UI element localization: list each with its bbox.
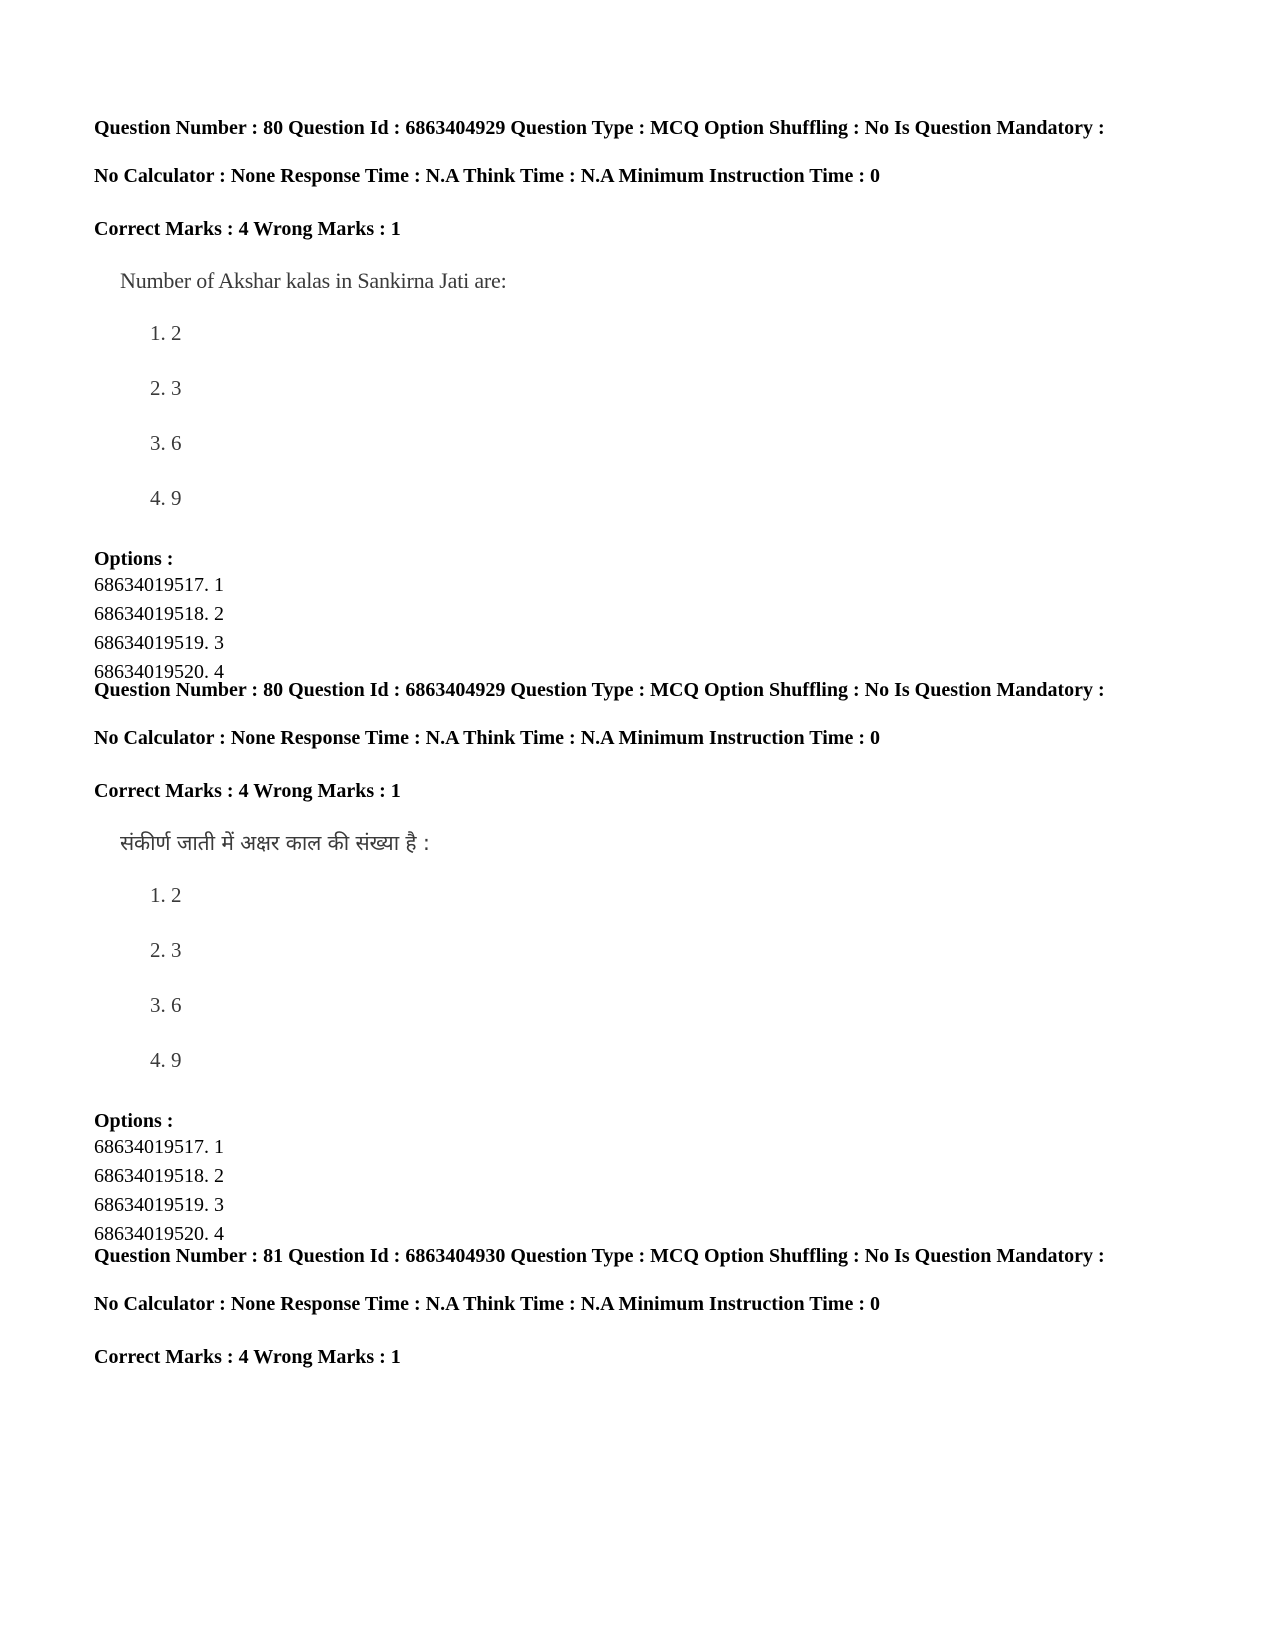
choice-item: 4. 9 xyxy=(150,1048,182,1072)
choice-item: 1. 2 xyxy=(150,321,182,345)
choice-item: 1. 2 xyxy=(150,883,182,907)
option-item: 68634019520. 4 xyxy=(94,1223,224,1245)
question-meta xyxy=(94,654,1224,774)
option-item: 68634019520. 4 xyxy=(94,661,224,683)
question-marks: Correct Marks : 4 Wrong Marks : 1 xyxy=(94,780,401,802)
question-meta-line: No Calculator : None Response Time : N.A Think Time : N.A Minimum Instruction Time : 0 xyxy=(94,165,880,187)
question-meta-line: No Calculator : None Response Time : N.A Think Time : N.A Minimum Instruction Time : 0 xyxy=(94,1293,880,1315)
option-item: 68634019518. 2 xyxy=(94,603,224,625)
question-meta-line: Question Number : 80 Question Id : 6863404929 Question Type : MCQ Option Shuffling : No Is Question Mandatory : xyxy=(94,679,1105,701)
question-stem: संकीर्ण जाती में अक्षर काल की संख्या है : xyxy=(120,831,430,855)
question-meta-line: Question Number : 80 Question Id : 6863404929 Question Type : MCQ Option Shuffling : No Is Question Mandatory : xyxy=(94,117,1105,139)
options-label: Options : xyxy=(94,1110,174,1132)
choice-item: 2. 3 xyxy=(150,938,182,962)
question-block xyxy=(94,1220,1224,1369)
question-meta-line: Question Number : 81 Question Id : 6863404930 Question Type : MCQ Option Shuffling : No Is Question Mandatory : xyxy=(94,1245,1105,1267)
option-item: 68634019517. 1 xyxy=(94,1136,224,1158)
question-stem: Number of Akshar kalas in Sankirna Jati are: xyxy=(120,268,507,293)
question-block xyxy=(94,92,1224,687)
option-item: 68634019518. 2 xyxy=(94,1165,224,1187)
question-meta xyxy=(94,1220,1224,1340)
question-marks: Correct Marks : 4 Wrong Marks : 1 xyxy=(94,218,401,240)
option-item: 68634019519. 3 xyxy=(94,1194,224,1216)
choice-list xyxy=(150,319,1224,539)
choice-list xyxy=(150,881,1224,1101)
choice-item: 2. 3 xyxy=(150,376,182,400)
option-item: 68634019519. 3 xyxy=(94,632,224,654)
question-block xyxy=(94,654,1224,1249)
question-meta-line: No Calculator : None Response Time : N.A Think Time : N.A Minimum Instruction Time : 0 xyxy=(94,727,880,749)
choice-item: 4. 9 xyxy=(150,486,182,510)
choice-item: 3. 6 xyxy=(150,431,182,455)
question-image xyxy=(120,829,1224,1101)
question-image xyxy=(120,267,1224,539)
option-item: 68634019517. 1 xyxy=(94,574,224,596)
options-label: Options : xyxy=(94,548,174,570)
question-marks: Correct Marks : 4 Wrong Marks : 1 xyxy=(94,1346,401,1368)
question-meta xyxy=(94,92,1224,212)
choice-item: 3. 6 xyxy=(150,993,182,1017)
